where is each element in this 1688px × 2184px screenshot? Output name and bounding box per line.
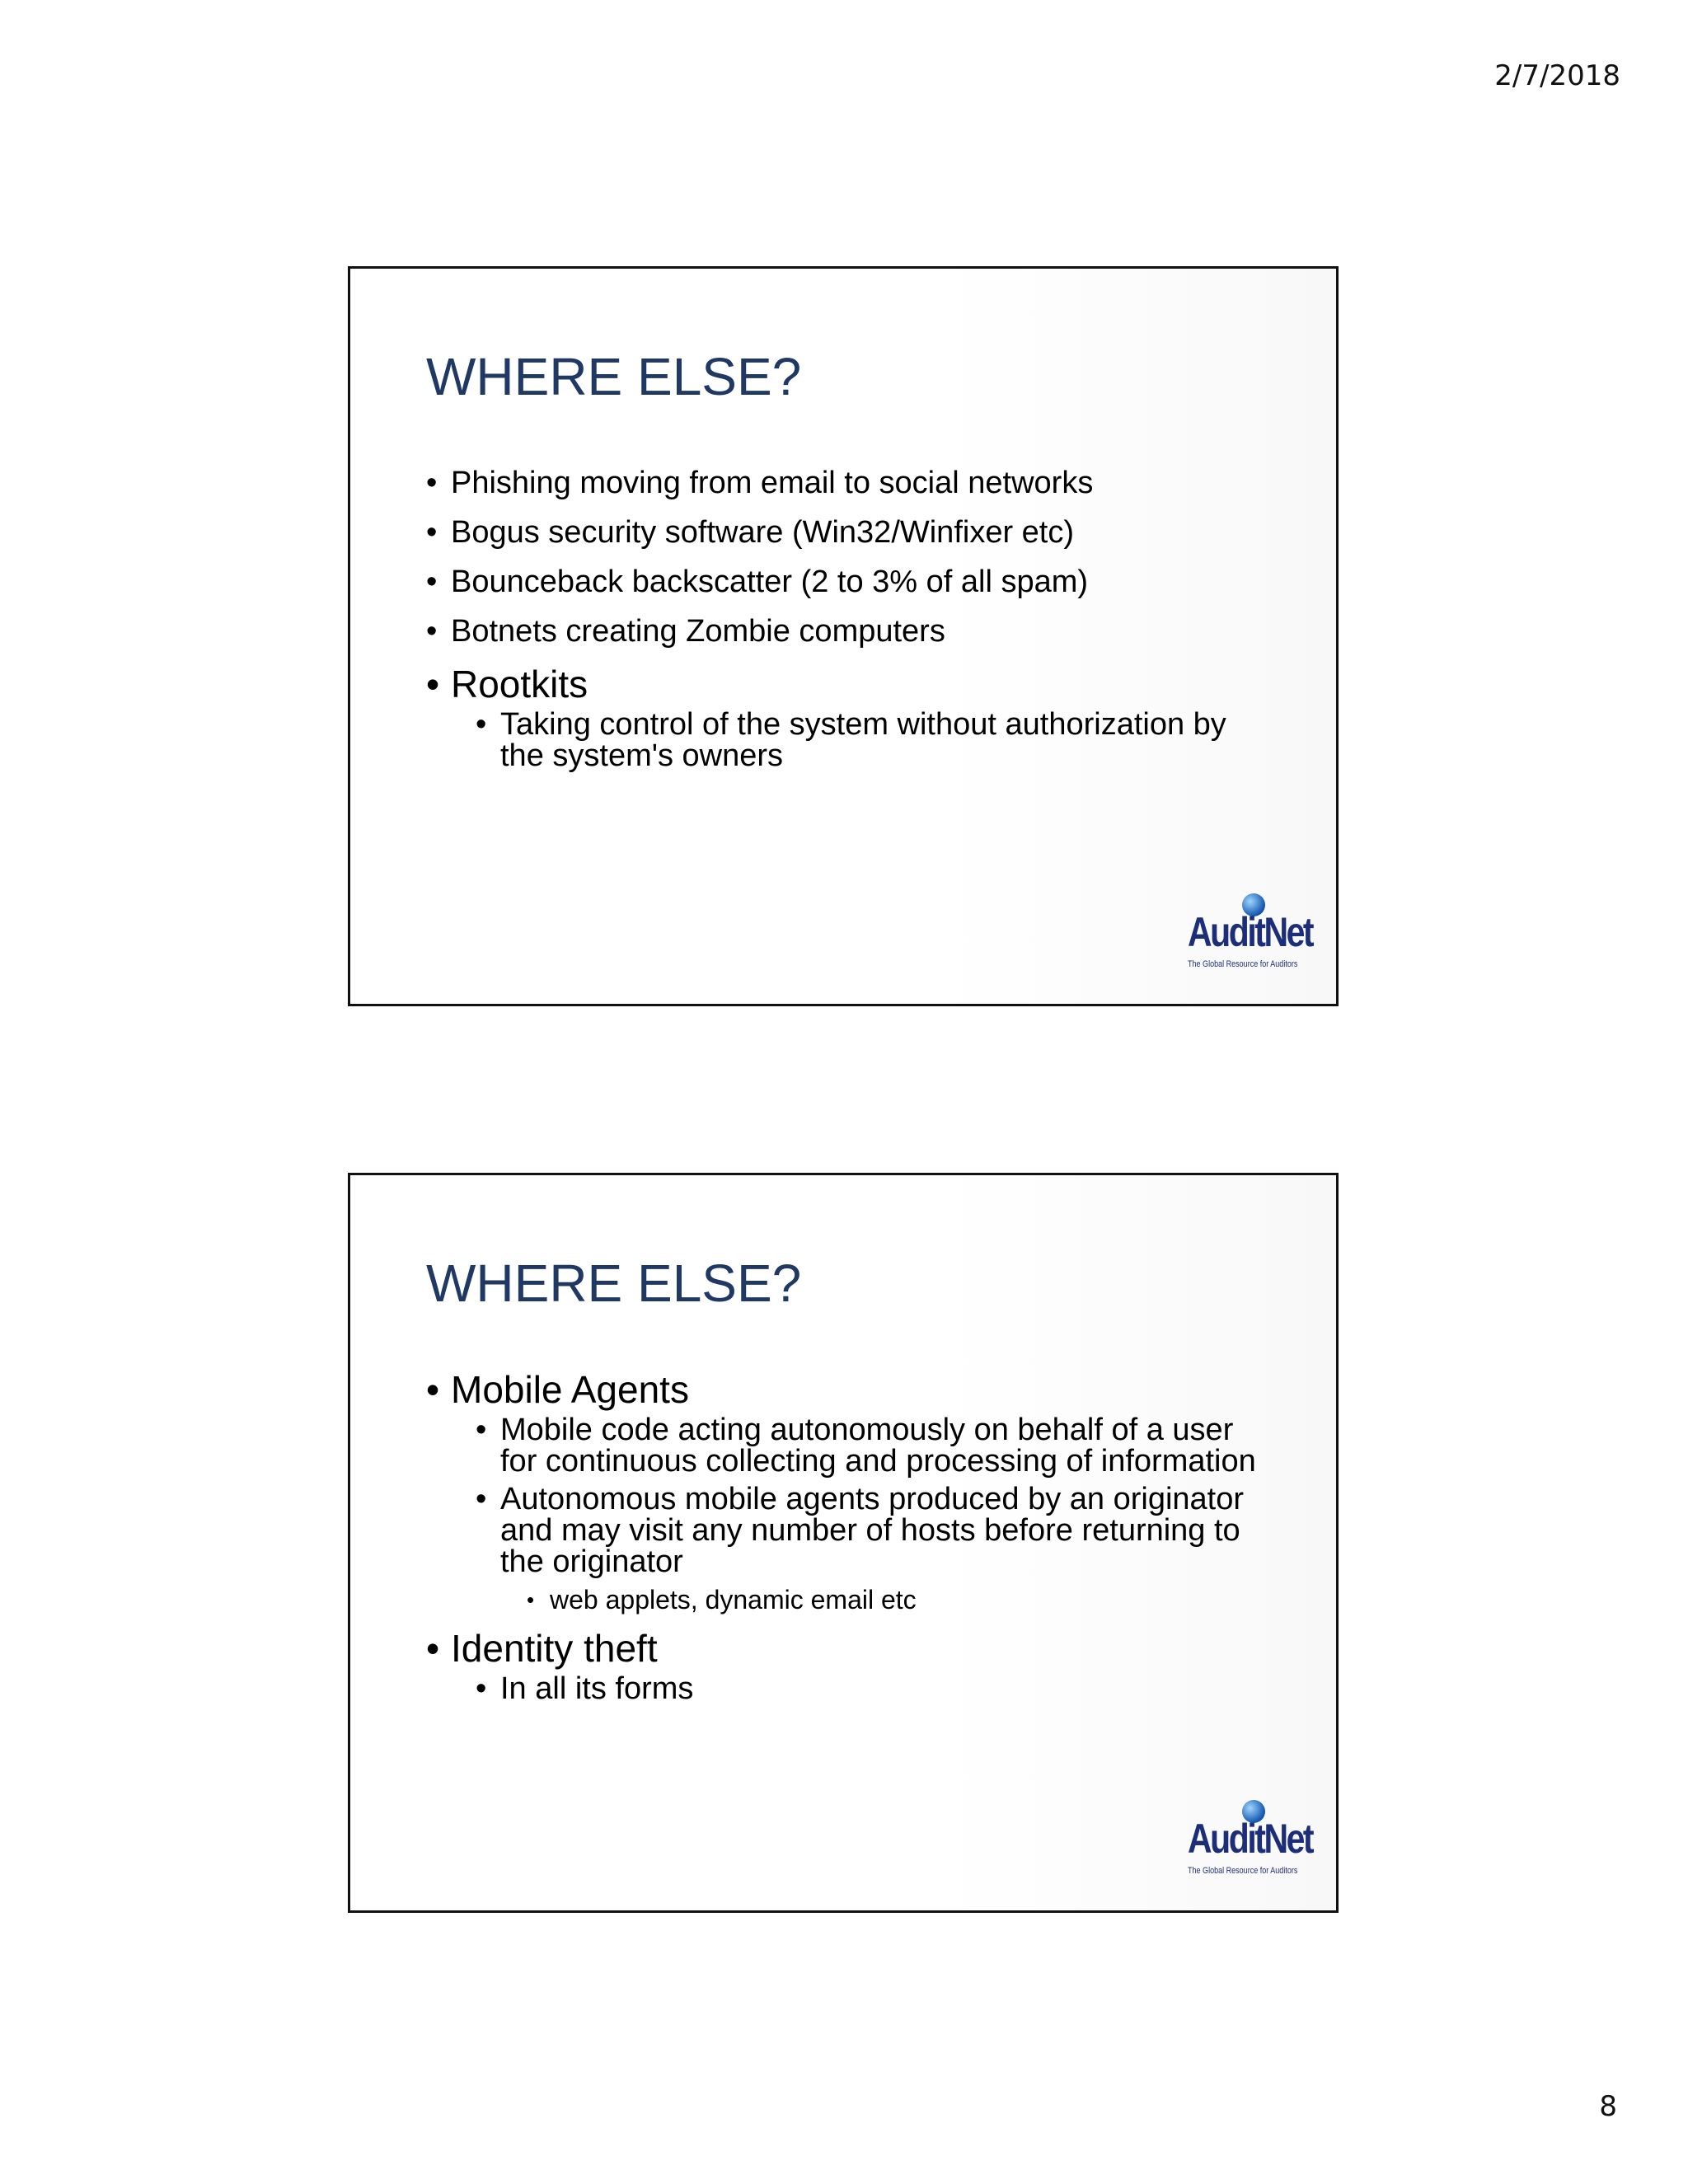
slide-2 (348, 1173, 1339, 1913)
page-number: 8 (1599, 2090, 1617, 2123)
bullet-item: • Bogus security software (Win32/Winfixer etc) (426, 514, 1283, 551)
auditnet-logo (1186, 1800, 1326, 1882)
logo-wordmark: AuditNet (1188, 909, 1313, 955)
page-date: 2/7/2018 (1494, 59, 1620, 92)
bullet-item: • Mobile Agents (426, 1368, 1283, 1411)
bullet-list (426, 465, 1283, 778)
bullet-item: • Rootkits (426, 663, 1283, 705)
auditnet-logo (1186, 893, 1326, 976)
sub-bullet-item: • Autonomous mobile agents produced by an originator and may visit any number of hosts before returning to the originator (426, 1483, 1292, 1577)
sub-bullet-item: • In all its forms (426, 1673, 1283, 1704)
bullet-item: • Phishing moving from email to social networks (426, 465, 1283, 501)
logo-tagline: The Global Resource for Auditors (1188, 1866, 1298, 1876)
sub-sub-bullet-item: • web applets, dynamic email etc (426, 1584, 1283, 1615)
sub-bullet-item: • Taking control of the system without authorization by the system's owners (426, 709, 1242, 771)
sub-bullet-item: • Mobile code acting autonomously on behalf of a user for continuous collecting and processing of information (426, 1414, 1259, 1477)
slide-title: WHERE ELSE? (426, 347, 802, 406)
bullet-item: • Bounceback backscatter (2 to 3% of all spam) (426, 564, 1283, 600)
logo-wordmark: AuditNet (1188, 1816, 1313, 1862)
slide-title: WHERE ELSE? (426, 1254, 802, 1313)
bullet-list (426, 1368, 1283, 1711)
slide-1 (348, 266, 1339, 1006)
bullet-item: • Identity theft (426, 1627, 1283, 1670)
logo-tagline: The Global Resource for Auditors (1188, 959, 1298, 969)
bullet-item: • Botnets creating Zombie computers (426, 613, 1283, 649)
